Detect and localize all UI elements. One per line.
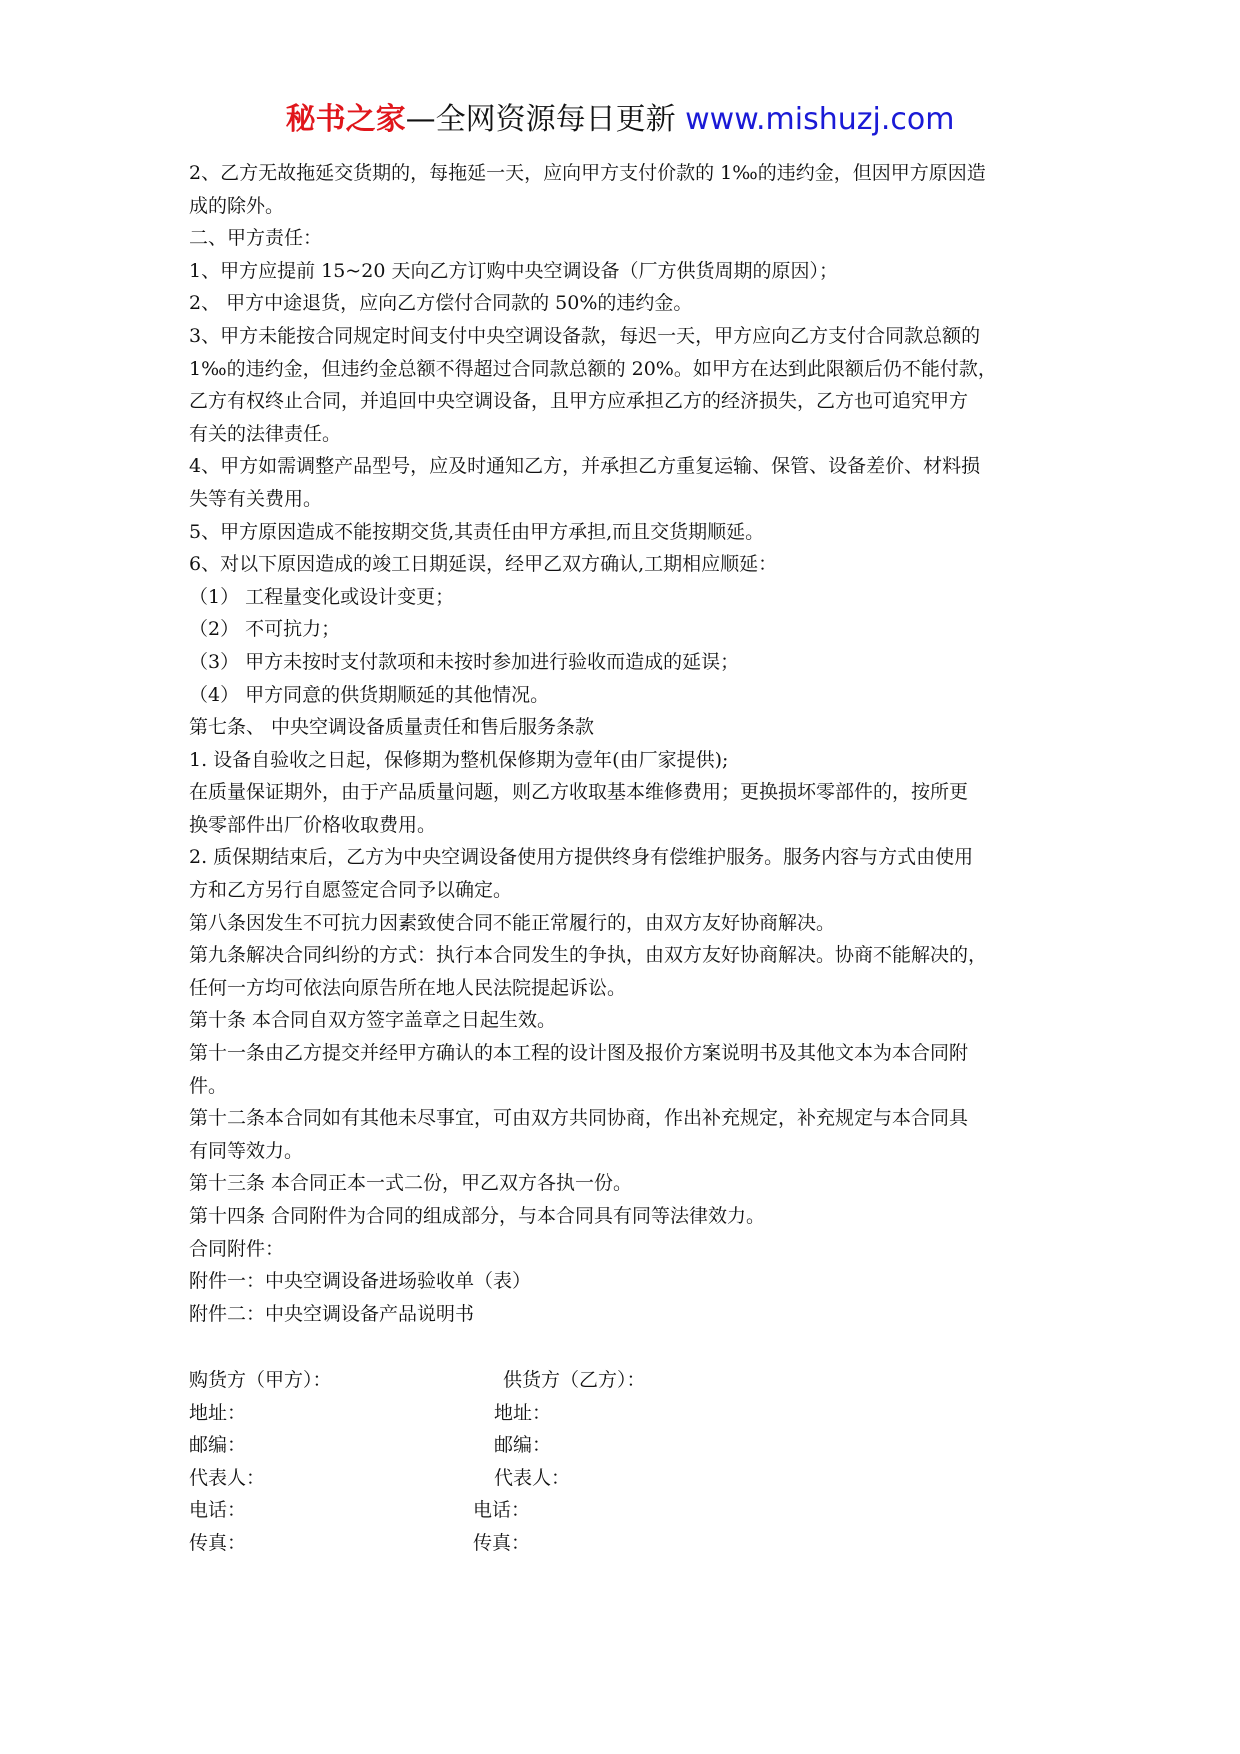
body-line: 1. 设备自验收之日起，保修期为整机保修期为壹年(由厂家提供); bbox=[189, 748, 729, 771]
body-line: 合同附件： bbox=[189, 1237, 285, 1260]
seller-representative-label: 代表人： bbox=[494, 1466, 571, 1489]
body-line: 二、甲方责任： bbox=[189, 227, 323, 250]
body-line: 第九条解决合同纠纷的方式：执行本合同发生的争执，由双方友好协商解决。协商不能解决的， bbox=[189, 944, 988, 967]
body-line: 第十四条 合同附件为合同的组成部分，与本合同具有同等法律效力。 bbox=[189, 1205, 766, 1227]
body-line: （3） 甲方未按时支付款项和未按时参加进行验收而造成的延误； bbox=[189, 650, 740, 673]
seller-address-label: 地址： bbox=[494, 1401, 552, 1424]
header-url[interactable]: www.mishuzj.com bbox=[685, 102, 955, 137]
body-line: 失等有关费用。 bbox=[189, 487, 323, 510]
section-heading: 第七条、 中央空调设备质量责任和售后服务条款 bbox=[189, 716, 595, 739]
body-line: 3、甲方未能按合同规定时间支付中央空调设备款，每迟一天，甲方应向乙方支付合同款总额的 bbox=[189, 324, 981, 347]
body-line: 5、甲方原因造成不能按期交货,其责任由甲方承担,而且交货期顺延。 bbox=[189, 520, 765, 543]
body-line: 在质量保证期外，由于产品质量问题，则乙方收取基本维修费用；更换损坏零部件的，按所更 bbox=[189, 781, 969, 804]
body-line: 第十条 本合同自双方签字盖章之日起生效。 bbox=[189, 1009, 557, 1032]
body-line: 有同等效力。 bbox=[189, 1139, 304, 1162]
body-line: 第十一条由乙方提交并经甲方确认的本工程的设计图及报价方案说明书及其他文本为本合同附 bbox=[189, 1042, 969, 1065]
body-line: 2、乙方无故拖延交货期的，每拖延一天，应向甲方支付价款的 1‰的违约金，但因甲方原因造 bbox=[189, 162, 986, 184]
seller-postcode-label: 邮编： bbox=[494, 1434, 552, 1457]
contract-body bbox=[189, 157, 1059, 1330]
body-line: （2） 不可抗力； bbox=[189, 618, 341, 641]
signature-block bbox=[189, 1364, 889, 1560]
body-line: 成的除外。 bbox=[189, 194, 285, 217]
body-line: 任何一方均可依法向原告所在地人民法院提起诉讼。 bbox=[189, 976, 627, 999]
body-line: 2. 质保期结束后，乙方为中央空调设备使用方提供终身有偿维护服务。服务内容与方式由使用 bbox=[189, 846, 974, 869]
seller-fax-label: 传真： bbox=[473, 1531, 531, 1554]
buyer-postcode-label: 邮编： bbox=[189, 1434, 247, 1457]
body-line: 1、甲方应提前 15~20 天向乙方订购中央空调设备（厂方供货周期的原因）； bbox=[189, 259, 838, 282]
body-line: 第八条因发生不可抗力因素致使合同不能正常履行的，由双方友好协商解决。 bbox=[189, 911, 836, 934]
body-line: （4） 甲方同意的供货期顺延的其他情况。 bbox=[189, 683, 550, 706]
body-line: 6、对以下原因造成的竣工日期延误，经甲乙双方确认,工期相应顺延： bbox=[189, 553, 778, 576]
buyer-fax-label: 传真： bbox=[189, 1531, 247, 1554]
body-line: 第十二条本合同如有其他未尽事宜，可由双方共同协商，作出补充规定，补充规定与本合同具 bbox=[189, 1107, 969, 1130]
body-line: （1） 工程量变化或设计变更； bbox=[189, 585, 455, 608]
body-line: 换零部件出厂价格收取费用。 bbox=[189, 813, 437, 836]
body-line: 乙方有权终止合同，并追回中央空调设备，且甲方应承担乙方的经济损失，乙方也可追究甲方 bbox=[189, 390, 969, 413]
buyer-representative-label: 代表人： bbox=[189, 1466, 266, 1489]
buyer-address-label: 地址： bbox=[189, 1401, 247, 1424]
header-slogan: —全网资源每日更新 bbox=[405, 102, 676, 137]
body-line: 件。 bbox=[189, 1074, 228, 1097]
body-line: 1‰的违约金，但违约金总额不得超过合同款总额的 20%。如甲方在达到此限额后仍不能付款， bbox=[189, 357, 997, 380]
body-line: 附件一：中央空调设备进场验收单（表） bbox=[189, 1270, 532, 1293]
signature-row bbox=[189, 1527, 889, 1560]
brand-name: 秘书之家 bbox=[285, 102, 406, 137]
body-line: 2、 甲方中途退货，应向乙方偿付合同款的 50%的违约金。 bbox=[189, 292, 693, 315]
signature-row bbox=[189, 1364, 889, 1397]
signature-row bbox=[189, 1494, 889, 1527]
body-line: 第十三条 本合同正本一式二份，甲乙双方各执一份。 bbox=[189, 1172, 633, 1195]
signature-row bbox=[189, 1462, 889, 1495]
body-line: 有关的法律责任。 bbox=[189, 422, 342, 445]
page-header bbox=[0, 100, 1240, 140]
signature-row bbox=[189, 1397, 889, 1430]
buyer-party-label: 购货方（甲方）： bbox=[189, 1369, 332, 1391]
seller-party-label: 供货方（乙方）： bbox=[503, 1369, 646, 1391]
body-line: 附件二：中央空调设备产品说明书 bbox=[189, 1302, 475, 1325]
seller-phone-label: 电话： bbox=[473, 1499, 531, 1522]
body-line: 4、甲方如需调整产品型号，应及时通知乙方，并承担乙方重复运输、保管、设备差价、材料损 bbox=[189, 455, 981, 478]
signature-row bbox=[189, 1429, 889, 1462]
body-line: 方和乙方另行自愿签定合同予以确定。 bbox=[189, 879, 513, 902]
buyer-phone-label: 电话： bbox=[189, 1499, 247, 1522]
